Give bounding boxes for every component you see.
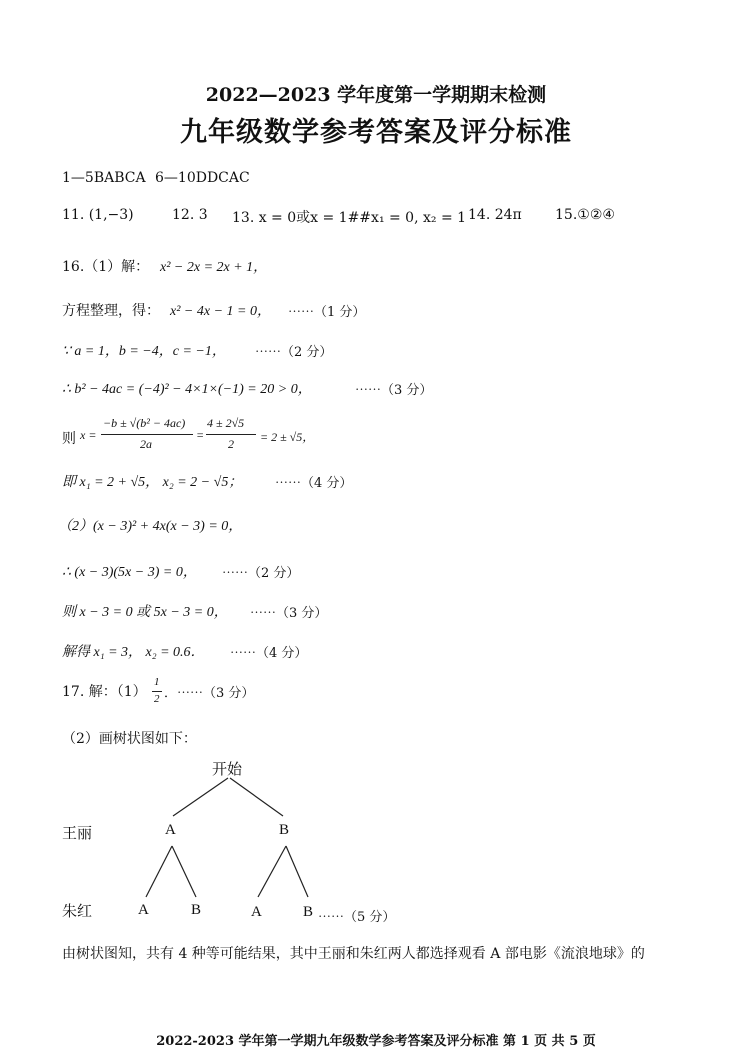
tree-edge [173, 778, 228, 816]
tree-edge [230, 778, 283, 816]
q16-step3-score: ⋯⋯（3 分） [355, 383, 433, 398]
q16-part2-step1-equation: ∴ (x − 3)(5x − 3) = 0， [62, 565, 197, 580]
q16-part2-step1-score: ⋯⋯（2 分） [222, 566, 300, 581]
q16-part2-step3-score: ⋯⋯（4 分） [230, 646, 308, 661]
q17-part1-score: ．⋯⋯（3 分） [164, 686, 255, 701]
tree-leaf-b: B [191, 902, 202, 918]
q16-step4-numerator2: 4 ± 2√5 [207, 416, 245, 430]
q16-step5-equation: 即 x₁ = 2 + √5， x₂ = 2 − √5； [62, 475, 243, 490]
q16-part1-equation: x² − 2x = 2x + 1， [160, 260, 268, 275]
q16-step1-equation: x² − 4x − 1 = 0， [170, 304, 271, 319]
answer-14: 14. 24π [468, 207, 522, 223]
q16-step4-denominator1: 2a [140, 437, 152, 451]
q16-step4-x: x = [80, 428, 97, 442]
answer-15: 15.①②④ [555, 207, 615, 223]
answer-11: 11. (1,−3) [62, 207, 134, 223]
q16-part1-heading: 16.（1）解： [62, 259, 150, 275]
q17-fraction-numerator: 1 [154, 676, 160, 688]
q16-part2-step2-equation: 则 x − 3 = 0 或 5x − 3 = 0， [62, 605, 228, 620]
tree-leaf-b: B [303, 904, 314, 920]
page-footer: 2022-2023 学年第一学期九年级数学参考答案及评分标准 第 1 页 共 5 页 [156, 1034, 596, 1049]
document-title: 九年级数学参考答案及评分标准 [180, 117, 572, 148]
q16-step3-equation: ∴ b² − 4ac = (−4)² − 4×1×(−1) = 20 > 0， [62, 382, 312, 397]
q16-part2-equation: （2）(x − 3)² + 4x(x − 3) = 0， [58, 519, 243, 534]
tree-node-b: B [279, 822, 290, 838]
tree-edge [172, 846, 196, 897]
answer-13: 13. x = 0或x = 1##x₁ = 0, x₂ = 1 [232, 210, 467, 226]
q17-fraction-denominator: 2 [154, 693, 160, 705]
q17-heading: 17. 解：（1） [62, 684, 147, 700]
q17-part2-text: （2）画树状图如下： [62, 731, 197, 747]
q16-step2-score: ⋯⋯（2 分） [255, 345, 333, 360]
choice-answers-6-10: 6—10DDCAC [155, 170, 250, 186]
tree-leaf-a: A [251, 904, 262, 920]
tree-edge [258, 846, 286, 897]
q16-step1-text: 方程整理，得： [62, 303, 160, 319]
tree-edge [146, 846, 172, 897]
tree-row-label-wangli: 王丽 [62, 824, 93, 842]
q16-step1-score: ⋯⋯（1 分） [288, 305, 366, 320]
choice-answers-1-5: 1—5BABCA [62, 170, 146, 186]
q16-step4-numerator1: −b ± √(b² − 4ac) [103, 416, 186, 430]
tree-root: 开始 [212, 760, 243, 778]
exam-title: 2022—2023 学年度第一学期期末检测 [205, 84, 547, 106]
tree-leaf-a: A [138, 902, 149, 918]
q16-step5-score: ⋯⋯（4 分） [275, 476, 353, 491]
q16-part2-step3-equation: 解得 x₁ = 3， x₂ = 0.6． [62, 645, 205, 660]
tree-edge [286, 846, 308, 897]
q16-step4-tail: = 2 ± √5， [260, 430, 315, 444]
q16-step4-denominator2: 2 [228, 437, 234, 451]
q17-conclusion: 由树状图知，共有 4 种等可能结果，其中王丽和朱红两人都选择观看 A 部电影《流浪地球》的 [62, 946, 645, 962]
answer-12: 12. 3 [172, 207, 208, 223]
tree-score: ⋯⋯（5 分） [318, 910, 396, 925]
q16-part2-step2-score: ⋯⋯（3 分） [250, 606, 328, 621]
tree-row-label-zhuhong: 朱红 [62, 902, 93, 920]
equals-sign: = [196, 428, 205, 442]
q16-step2-equation: ∵ a = 1，b = −4，c = −1， [62, 344, 226, 359]
q16-step4-prefix: 则 [62, 431, 76, 447]
tree-node-a: A [165, 822, 176, 838]
